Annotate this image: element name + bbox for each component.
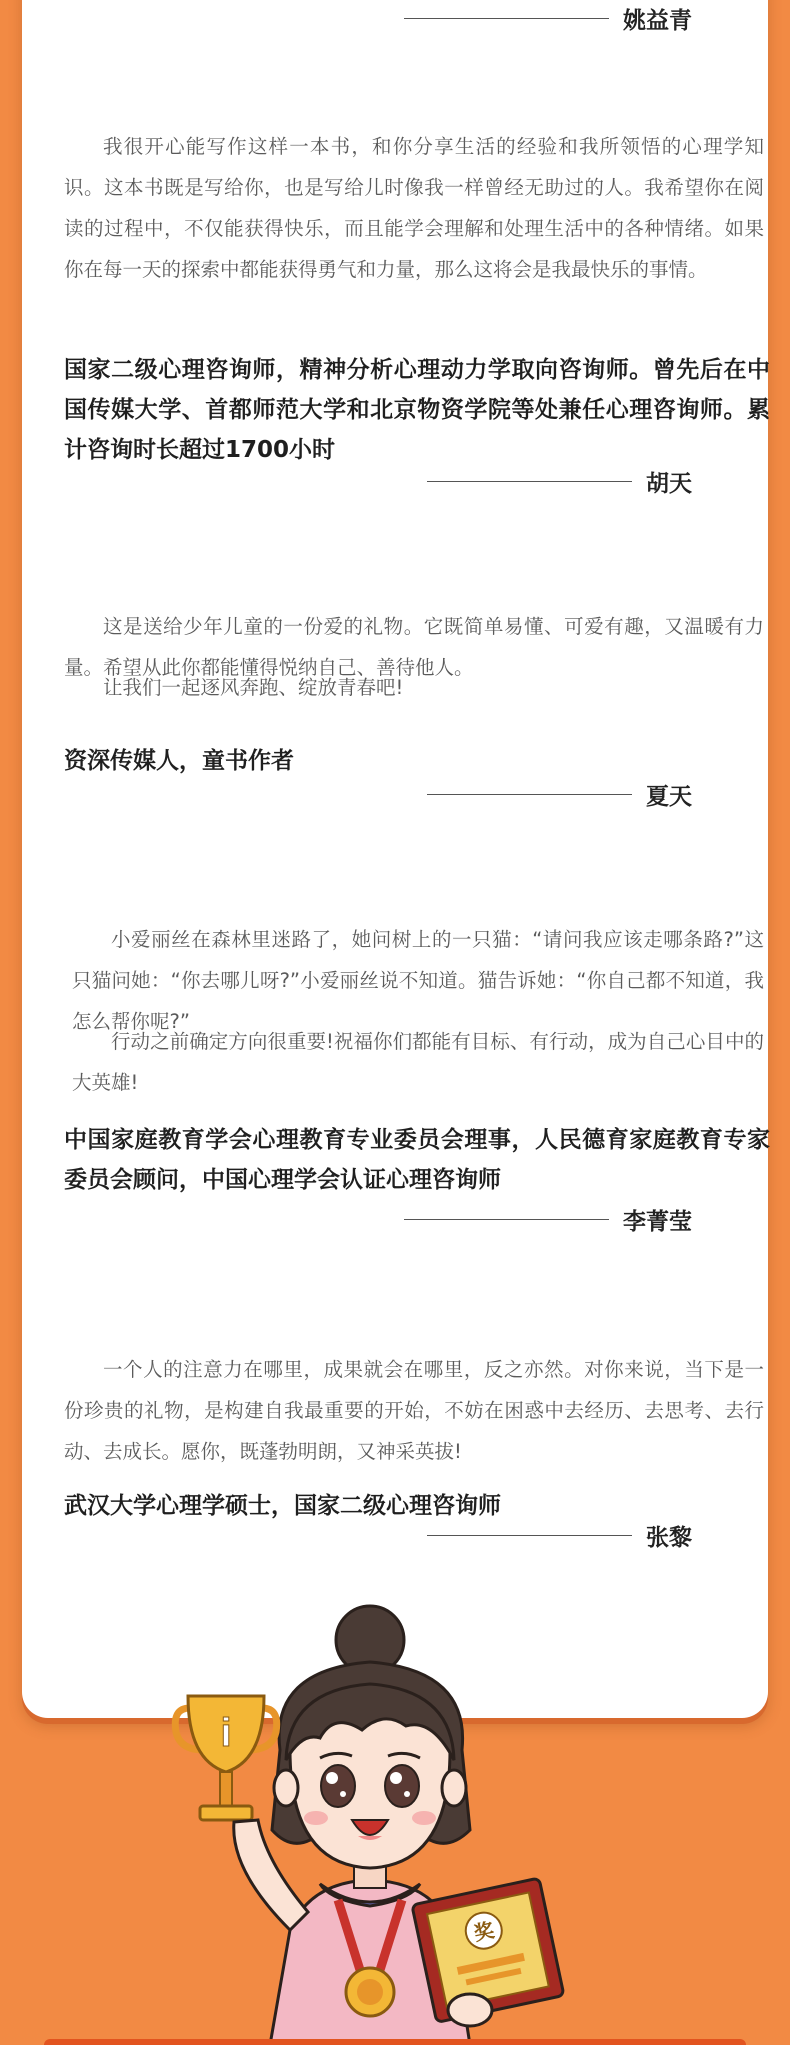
author-name: 夏天	[646, 783, 692, 810]
message-paragraph: 行动之前确定方向很重要!祝福你们都能有目标、有行动，成为自己心目中的大英雄!	[72, 1030, 764, 1094]
author-name: 姚益青	[623, 7, 692, 34]
signature-row	[427, 1520, 692, 1550]
trophy-letter: i	[220, 1711, 232, 1755]
girl-with-trophy-illustration	[170, 1600, 590, 2045]
left-eye	[321, 1765, 355, 1807]
signature-row	[427, 779, 692, 809]
author-bio: 中国家庭教育学会心理教育专业委员会理事，人民德育家庭教育专家委员会顾问，中国心理学会认证心理咨询师	[64, 1127, 770, 1193]
content-card	[22, 0, 768, 1718]
author-bio: 武汉大学心理学硕士，国家二级心理咨询师	[64, 1493, 501, 1519]
signature-dash-line	[404, 1219, 609, 1220]
signature-row	[404, 3, 692, 33]
signature-dash-line	[427, 481, 632, 482]
author-name: 张黎	[646, 1524, 692, 1551]
message-paragraph: 这是送给少年儿童的一份爱的礼物。它既简单易懂、可爱有趣，又温暖有力量。希望从此你都能懂得悦纳自己、善待他人。	[64, 615, 764, 679]
author-bio: 国家二级心理咨询师，精神分析心理动力学取向咨询师。曾先后在中国传媒大学、首都师范大学和北京物资学院等处兼任心理咨询师。累计咨询时长超过1700小时	[64, 357, 770, 463]
message-paragraph: 小爱丽丝在森林里迷路了，她问树上的一只猫：“请问我应该走哪条路?”这只猫问她：“你去哪儿呀?”小爱丽丝说不知道。猫告诉她：“你自己都不知道，我怎么帮你呢?”	[72, 928, 764, 1033]
plaque-char: 奖	[471, 1917, 497, 1946]
author-name: 李菁莹	[623, 1208, 692, 1235]
author-bio: 资深传媒人，童书作者	[64, 748, 294, 774]
message-paragraph: 我很开心能写作这样一本书，和你分享生活的经验和我所领悟的心理学知识。这本书既是写给你，也是写给儿时像我一样曾经无助过的人。我希望你在阅读的过程中，不仅能获得快乐，而且能学会理解和处理生活中的各种情绪。如果你在每一天的探索中都能获得勇气和力量，那么这将会是我最快乐的事情。	[64, 135, 764, 281]
right-eye	[385, 1765, 419, 1807]
message-paragraph: 一个人的注意力在哪里，成果就会在哪里，反之亦然。对你来说，当下是一份珍贵的礼物，是构建自我最重要的开始，不妨在困惑中去经历、去思考、去行动、去成长。愿你，既蓬勃明朗，又神采英拔!	[64, 1358, 764, 1463]
signature-row	[427, 466, 692, 496]
bottom-accent-strip	[44, 2039, 746, 2045]
author-name: 胡天	[646, 470, 692, 497]
message-paragraph: 让我们一起逐风奔跑、绽放青春吧!	[103, 676, 404, 699]
trophy-icon	[175, 1696, 276, 1820]
signature-dash-line	[427, 1535, 632, 1536]
signature-dash-line	[404, 18, 609, 19]
signature-row	[404, 1204, 692, 1234]
signature-dash-line	[427, 794, 632, 795]
